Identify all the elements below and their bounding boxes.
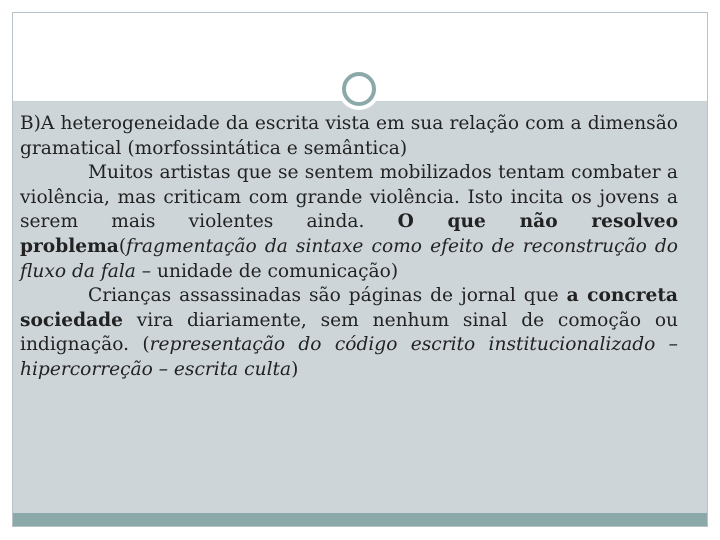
paragraph-2-note-close: ) [291,358,299,380]
slide-body-text [20,112,678,383]
paragraph-1-text: Muitos artistas que se sentem mobilizados tentam combater a violência, mas criticam com grande violência. Isto incita os jovens a serem mais violentes ainda. [20,162,678,233]
paragraph-1-note-rest: – unidade de comunicação) [135,260,399,282]
paragraph-1-note-open: ( [118,235,127,257]
paragraph-2-bold: a concreta sociedade [20,285,678,331]
paragraph-2 [20,284,678,382]
paragraph-2-note-italic: representação do código escrito institucionalizado – hipercorreção – escrita culta [20,334,678,380]
paragraph-1 [20,161,678,284]
paragraph-1-note-italic: fragmentação da sintaxe como efeito de reconstrução do fluxo da fala [20,235,678,282]
divider-circle-icon [342,72,376,106]
paragraph-2-text-before: Crianças assassinadas são páginas de jornal que [88,285,567,307]
paragraph-2-text-after: vira diariamente, sem nenhum sinal de comoção ou indignação. ( [20,309,678,356]
section-heading: B)A heterogeneidade da escrita vista em sua relação com a dimensão gramatical (morfossintática e semântica) [20,113,678,159]
paragraph-1-bold: O que não resolveo problema [20,211,678,257]
footer-accent-bar [13,513,707,526]
